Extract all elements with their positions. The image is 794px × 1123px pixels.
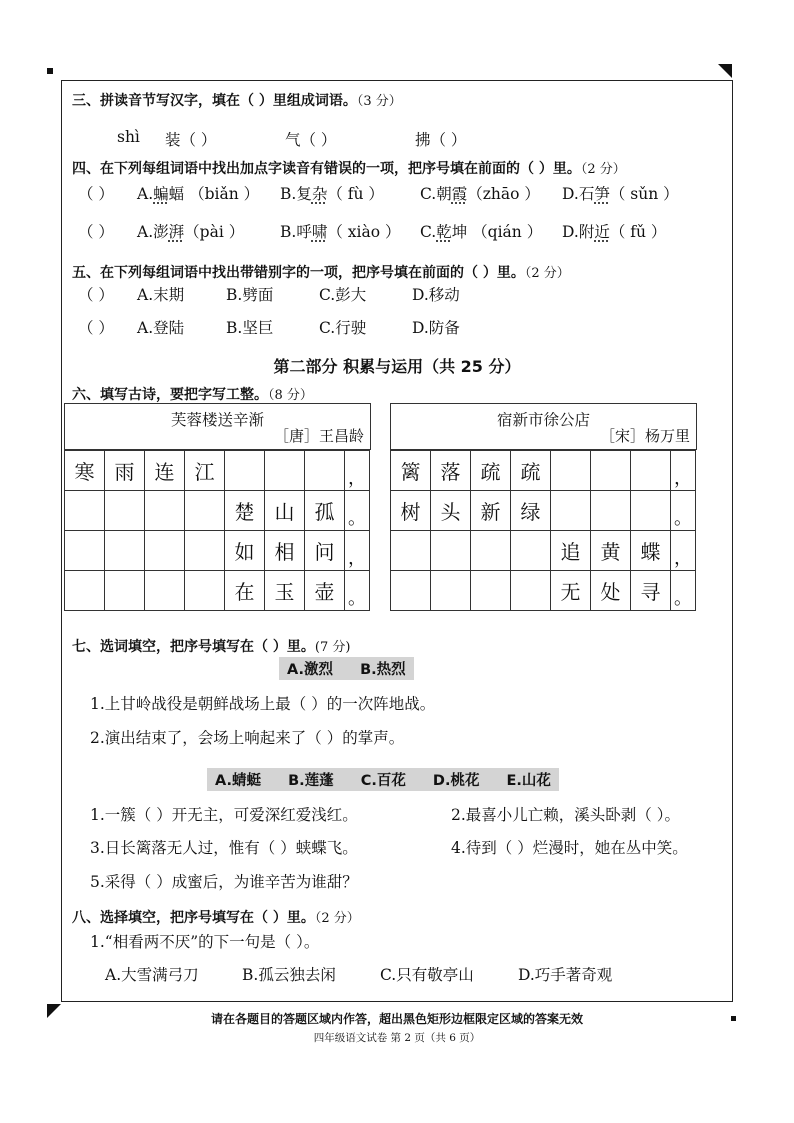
option-b: B.热烈 [360, 662, 406, 678]
poem-cell[interactable]: 新 [471, 491, 511, 531]
option-label: A. [137, 185, 154, 203]
option-text: 澎 [153, 223, 169, 241]
option-text: （ sǔn ） [609, 185, 679, 203]
poem-cell[interactable]: 黄 [591, 531, 631, 571]
poem-cell[interactable]: 江 [185, 451, 225, 491]
poem-cell[interactable]: 孤 [305, 491, 345, 531]
poem-cell[interactable]: 山 [265, 491, 305, 531]
poem-cell[interactable] [631, 451, 671, 491]
poem-2-title-box [390, 403, 697, 450]
poem-cell[interactable] [551, 491, 591, 531]
q4-row1-option-a[interactable] [137, 182, 259, 204]
poem-punct: ， [671, 531, 696, 571]
q8-choice-a[interactable]: A.大雪满弓刀 [105, 966, 199, 984]
option-c: C.百花 [360, 773, 406, 789]
poem-cell[interactable]: 连 [145, 451, 185, 491]
poem-cell[interactable] [431, 531, 471, 571]
poem-cell[interactable] [185, 531, 225, 571]
q5-row2-option-b[interactable]: B.坚巨 [226, 319, 274, 337]
poem-cell[interactable]: 疏 [511, 451, 551, 491]
poem-cell[interactable] [105, 531, 145, 571]
poem-1-title: 芙蓉楼送辛渐 [170, 411, 264, 429]
poem-2-author: ［宋］杨万里 [599, 427, 690, 445]
option-text: 石 [578, 185, 595, 203]
q3-word-2[interactable]: 气（ ） [285, 131, 337, 149]
poem-cell[interactable] [145, 571, 185, 611]
poem-cell[interactable]: 寒 [65, 451, 105, 491]
poem-punct: 。 [671, 571, 696, 611]
poem-cell[interactable] [391, 571, 431, 611]
dotted-char: 杂 [311, 185, 328, 203]
option-label: A. [137, 223, 154, 241]
poem-cell[interactable]: 落 [431, 451, 471, 491]
q4-row2-option-c[interactable] [420, 220, 542, 242]
poem-cell[interactable]: 壶 [305, 571, 345, 611]
q3-heading-text: 三、拼读音节写汉字，填在（ ）里组成词语。 [72, 93, 357, 109]
option-label: B. [280, 185, 297, 203]
poem-punct: 。 [345, 491, 370, 531]
poem-cell[interactable]: 追 [551, 531, 591, 571]
option-label: D. [562, 185, 579, 203]
poem-cell[interactable] [65, 531, 105, 571]
q7-poem-line-4[interactable]: 4.待到（ ）烂漫时，她在丛中笑。 [451, 839, 688, 857]
option-label: B. [280, 223, 297, 241]
poem-cell[interactable]: 相 [265, 531, 305, 571]
poem-cell[interactable]: 在 [225, 571, 265, 611]
option-b: B.莲蓬 [288, 773, 334, 789]
poem-punct: 。 [345, 571, 370, 611]
option-text: （ xiào ） [327, 223, 401, 241]
q7-points: (7 分) [314, 640, 351, 655]
q7-poem-line-2[interactable]: 2.最喜小儿亡赖，溪头卧剥（ ）。 [451, 806, 680, 824]
poem-punct: ， [671, 451, 696, 491]
poem-cell[interactable] [511, 571, 551, 611]
poem-cell[interactable] [65, 491, 105, 531]
dotted-char: 霞 [451, 185, 468, 203]
q7-sentence-1[interactable]: 1.上甘岭战役是朝鲜战场上最（ ）的一次阵地战。 [90, 695, 436, 713]
q8-choice-b[interactable]: B.孤云独去闲 [242, 966, 336, 984]
poem-cell[interactable]: 头 [431, 491, 471, 531]
part-two-title: 第二部分 积累与运用（共 25 分） [273, 357, 521, 376]
option-e: E.山花 [506, 773, 551, 789]
poem-cell[interactable]: 雨 [105, 451, 145, 491]
poem-punct: 。 [671, 491, 696, 531]
poem-1-title-box [64, 403, 371, 450]
poem-cell[interactable] [631, 491, 671, 531]
poem-cell[interactable]: 树 [391, 491, 431, 531]
poem-cell[interactable]: 蝶 [631, 531, 671, 571]
q6-points: （8 分） [268, 388, 313, 403]
option-text: 蝠 （biǎn ） [168, 185, 260, 203]
q4-row2-option-b[interactable] [280, 220, 401, 242]
corner-mark-top-left [47, 68, 53, 74]
poem-cell[interactable] [591, 491, 631, 531]
q5-row1-option-c[interactable]: C.彭大 [319, 286, 367, 304]
poem-cell[interactable]: 绿 [511, 491, 551, 531]
q7-poem-line-3[interactable]: 3.日长篱落无人过，惟有（ ）蛱蝶飞。 [90, 839, 358, 857]
poem-cell[interactable] [471, 531, 511, 571]
answer-area-notice: 请在各题目的答题区域内作答，超出黑色矩形边框限定区域的答案无效 [210, 1012, 583, 1026]
q3-word-3[interactable]: 拂（ ） [415, 131, 467, 149]
q3-points: （3 分） [356, 94, 402, 109]
option-text: （zhāo ） [467, 185, 540, 203]
q8-choice-c[interactable]: C.只有敬亭山 [380, 966, 474, 984]
poem-cell[interactable]: 处 [591, 571, 631, 611]
q4-row1-option-b[interactable] [280, 182, 384, 204]
q7-heading-text: 七、选词填空，把序号填写在（ ）里。 [72, 639, 315, 655]
q4-row1-option-d[interactable] [562, 182, 679, 204]
q5-row1-option-b[interactable]: B.劈面 [226, 286, 274, 304]
dotted-char: 啸 [311, 223, 328, 241]
poem-cell[interactable] [145, 531, 185, 571]
poem-cell[interactable] [65, 571, 105, 611]
q6-heading-text: 六、填写古诗，要把字写工整。 [72, 387, 268, 403]
q8-choice-d[interactable]: D.巧手著奇观 [518, 966, 613, 984]
poem-cell[interactable]: 无 [551, 571, 591, 611]
option-text: （ fǔ ） [609, 223, 667, 241]
option-label: C. [420, 223, 437, 241]
q8-heading-text: 八、选择填空，把序号填写在（ ）里。 [72, 910, 315, 926]
q4-heading [72, 158, 626, 178]
page-number: 四年级语文试卷 第 2 页（共 6 页） [313, 1032, 481, 1044]
poem-cell[interactable] [591, 451, 631, 491]
poem-2-title: 宿新市徐公店 [496, 411, 590, 429]
corner-mark-top-right [718, 64, 732, 78]
poem-punct: ， [345, 451, 370, 491]
q5-heading-text: 五、在下列每组词语中找出带错别字的一项，把序号填在前面的（ ）里。 [72, 265, 525, 281]
dotted-char: 近 [594, 223, 610, 241]
q4-row1-option-c[interactable] [420, 182, 540, 204]
option-a: A.激烈 [287, 662, 333, 678]
poem-cell[interactable] [305, 451, 345, 491]
q5-row1-blank[interactable]: （ ） [78, 286, 114, 304]
option-text: （ fù ） [327, 185, 384, 203]
poem-cell[interactable] [185, 571, 225, 611]
q5-row2-option-c[interactable]: C.行驶 [319, 319, 367, 337]
q5-row1-option-a[interactable]: A.末期 [137, 286, 185, 304]
q4-row2-blank[interactable]: （ ） [78, 223, 114, 241]
q8-heading [72, 907, 360, 927]
q5-row2-option-d[interactable]: D.防备 [412, 319, 460, 337]
poem-cell[interactable] [431, 571, 471, 611]
q7-poem-line-5[interactable]: 5.采得（ ）成蜜后，为谁辛苦为谁甜？ [90, 873, 358, 891]
option-d: D.桃花 [432, 773, 480, 789]
q5-row1-option-d[interactable]: D.移动 [412, 286, 460, 304]
poem-cell[interactable] [105, 491, 145, 531]
q4-heading-text: 四、在下列每组词语中找出加点字读音有错误的一项，把序号填在前面的（ ）里。 [72, 161, 581, 177]
poem-cell[interactable]: 玉 [265, 571, 305, 611]
poem-cell[interactable] [391, 531, 431, 571]
dotted-char: 乾 [436, 223, 452, 241]
q3-pinyin: shì [117, 128, 140, 146]
poem-cell[interactable]: 寻 [631, 571, 671, 611]
poem-2-grid [390, 450, 696, 611]
poem-cell[interactable] [551, 451, 591, 491]
poem-cell[interactable] [225, 451, 265, 491]
q4-row2-option-a[interactable] [137, 220, 244, 242]
q5-heading [72, 262, 570, 282]
q8-question[interactable]: 1.“相看两不厌”的下一句是（ ）。 [90, 933, 320, 951]
option-label: D. [562, 223, 579, 241]
option-text: （pài ） [184, 223, 245, 241]
poem-cell[interactable]: 疏 [471, 451, 511, 491]
q4-points: （2 分） [580, 162, 626, 177]
dotted-char: 笋 [594, 185, 610, 203]
poem-cell[interactable] [471, 571, 511, 611]
poem-cell[interactable]: 如 [225, 531, 265, 571]
dotted-char: 湃 [168, 223, 185, 241]
poem-cell[interactable] [265, 451, 305, 491]
option-a: A.蜻蜓 [215, 773, 261, 789]
q7-options-1 [279, 657, 414, 680]
poem-1-grid [64, 450, 370, 611]
q6-heading [72, 384, 313, 404]
q8-points: （2 分） [314, 911, 360, 926]
dotted-char: 蝙 [153, 185, 169, 203]
poem-cell[interactable]: 篱 [391, 451, 431, 491]
q5-row2-option-a[interactable]: A.登陆 [137, 319, 185, 337]
option-label: C. [420, 185, 437, 203]
q3-heading [72, 90, 402, 110]
option-text: 坤 （qián ） [451, 223, 543, 241]
option-text: 复 [296, 185, 312, 203]
option-text: 朝 [436, 185, 452, 203]
q7-options-2 [207, 768, 559, 791]
q5-points: （2 分） [524, 266, 570, 281]
poem-cell[interactable] [145, 491, 185, 531]
q7-heading [72, 636, 350, 656]
poem-1-author: ［唐］王昌龄 [273, 427, 364, 445]
q3-word-1[interactable]: 装（ ） [165, 131, 217, 149]
q7-sentence-2[interactable]: 2.演出结束了，会场上响起来了（ ）的掌声。 [90, 729, 405, 747]
poem-cell[interactable] [185, 491, 225, 531]
q4-row2-option-d[interactable] [562, 220, 666, 242]
option-text: 呼 [296, 223, 312, 241]
poem-cell[interactable] [105, 571, 145, 611]
poem-cell[interactable]: 楚 [225, 491, 265, 531]
poem-cell[interactable]: 问 [305, 531, 345, 571]
poem-punct: ， [345, 531, 370, 571]
q5-row2-blank[interactable]: （ ） [78, 319, 114, 337]
q7-poem-line-1[interactable]: 1.一簇（ ）开无主，可爱深红爱浅红。 [90, 806, 358, 824]
option-text: 附 [578, 223, 595, 241]
poem-cell[interactable] [511, 531, 551, 571]
q4-row1-blank[interactable]: （ ） [78, 185, 114, 203]
